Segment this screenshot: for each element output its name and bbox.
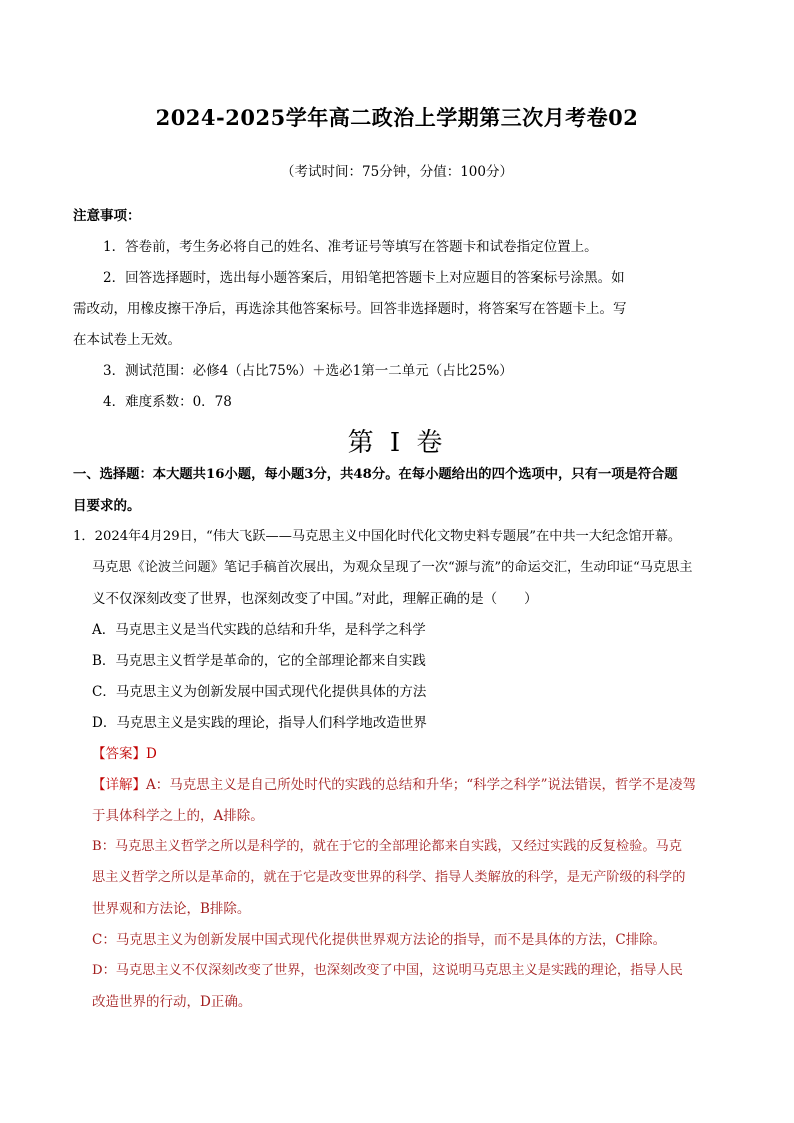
notice-line: 1．答卷前，考生务必将自己的姓名、准考证号等填写在答题卡和试卷指定位置上。 xyxy=(103,239,598,255)
detail-line: D：马克思主义不仅深刻改变了世界，也深刻改变了中国，这说明马克思主义是实践的理论，指导人民 xyxy=(92,963,683,978)
option-d: D．马克思主义是实践的理论，指导人们科学地改造世界 xyxy=(92,715,427,731)
option-b: B．马克思主义哲学是革命的，它的全部理论都来自实践 xyxy=(92,653,426,669)
detail-line: 世界观和方法论，B排除。 xyxy=(92,901,251,917)
question-stem: 马克思《论波兰问题》笔记手稿首次展出，为观众呈现了一次“源与流”的命运交汇，生动印证“马克思主 xyxy=(92,560,693,575)
detail-line: 于具体科学之上的，A排除。 xyxy=(92,808,264,824)
option-a: A．马克思主义是当代实践的总结和升华，是科学之科学 xyxy=(92,622,426,638)
detail-line: 改造世界的行动，D正确。 xyxy=(92,994,252,1010)
notice-line: 2．回答选择题时，选出每小题答案后，用铅笔把答题卡上对应题目的答案标号涂黑。如 xyxy=(103,270,625,286)
notice-line: 4．难度系数：0．78 xyxy=(103,394,232,410)
option-c: C．马克思主义为创新发展中国式现代化提供具体的方法 xyxy=(92,684,427,700)
answer: 【答案】D xyxy=(92,746,157,762)
detail-line: C：马克思主义为创新发展中国式现代化提供世界观方法论的指导，而不是具体的方法，C排除。 xyxy=(92,932,667,948)
detail-line: 思主义哲学之所以是革命的，就在于它是改变世界的科学、指导人类解放的科学，是无产阶级的科学的 xyxy=(92,870,686,885)
section-title: 第 I 卷 xyxy=(347,428,447,458)
part-heading-cont: 目要求的。 xyxy=(73,498,141,514)
notice-line: 需改动，用橡皮擦干净后，再选涂其他答案标号。回答非选择题时，将答案写在答题卡上。写 xyxy=(73,301,627,317)
detail-line xyxy=(92,775,696,795)
detail-line: B：马克思主义哲学之所以是科学的，就在于它的全部理论都来自实践，又经过实践的反复检验。马克 xyxy=(92,839,682,854)
detail-text: A：马克思主义是自己所处时代的实践的总结和升华；“科学之科学”说法错误，哲学不是凌驾 xyxy=(146,777,697,793)
question-stem: 1．2024年4月29日，“伟大飞跃——马克思主义中国化时代化文物史料专题展”在中共一大纪念馆开幕。 xyxy=(73,529,682,544)
notice-line: 在本试卷上无效。 xyxy=(73,332,181,348)
notice-heading: 注意事项： xyxy=(73,208,141,224)
question-stem: 义不仅深刻改变了世界，也深刻改变了中国。”对此，理解正确的是（ ） xyxy=(92,591,538,607)
detail-label: 【详解】 xyxy=(92,777,146,793)
part-heading: 一、选择题：本大题共16小题，每小题3分，共48分。在每小题给出的四个选项中，只有一项是符合题 xyxy=(73,467,678,482)
page-title: 2024-2025学年高二政治上学期第三次月考卷02 xyxy=(155,105,639,130)
exam-info: （考试时间：75分钟，分值：100分） xyxy=(281,164,513,180)
notice-line: 3．测试范围：必修4（占比75%）＋选必1第一二单元（占比25%） xyxy=(103,363,513,379)
